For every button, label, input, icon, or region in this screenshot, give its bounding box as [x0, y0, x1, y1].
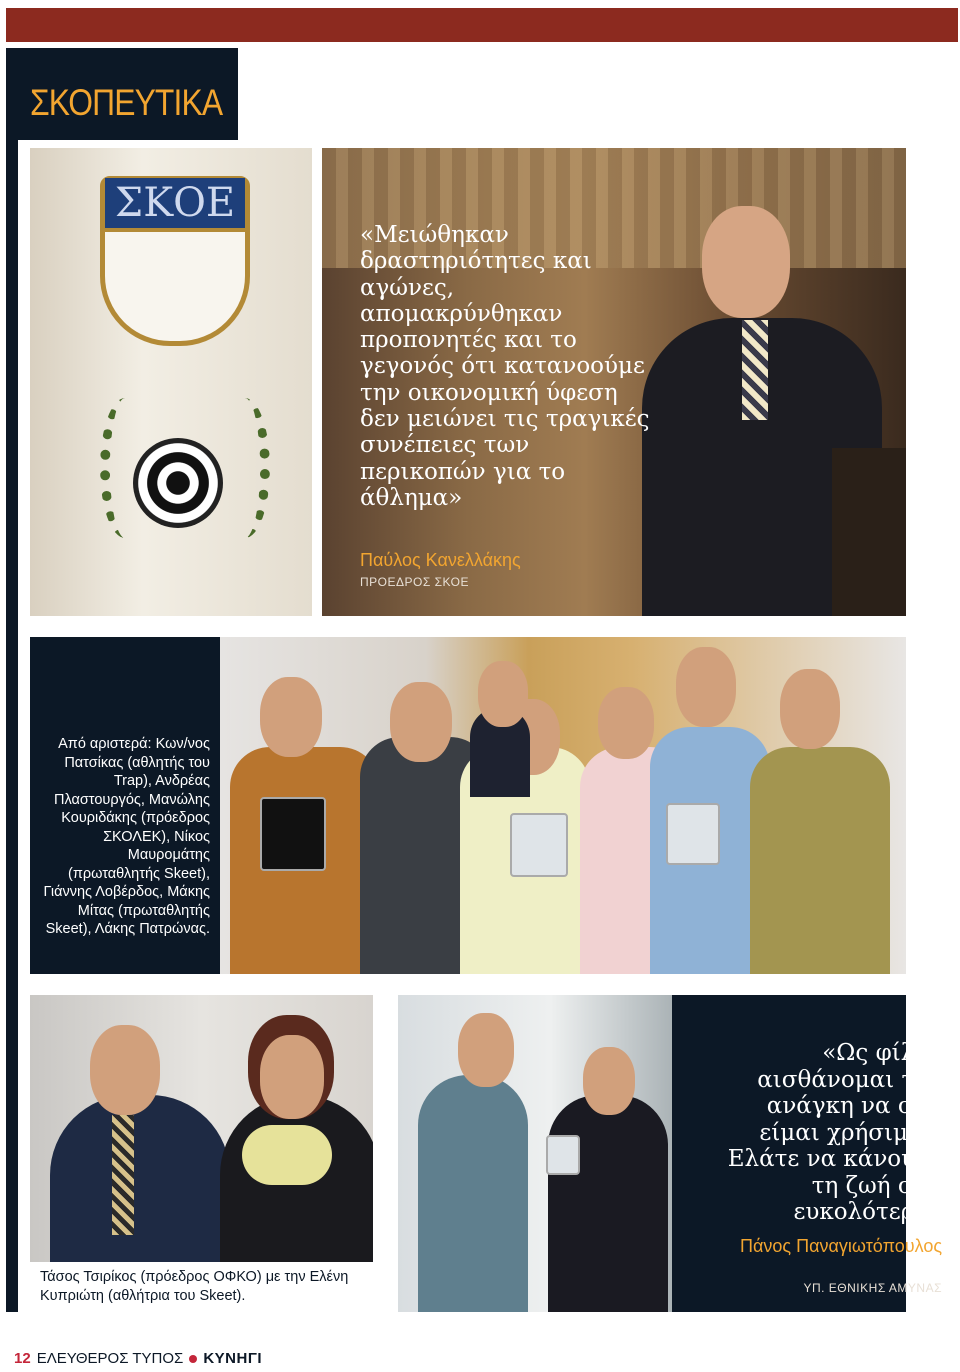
man-tie: [112, 1115, 134, 1235]
athlete-figure: [418, 1075, 528, 1312]
left-accent-bar: [6, 140, 18, 1312]
podium: [832, 448, 906, 616]
photo-flag: [30, 148, 312, 616]
award-plaque: [546, 1135, 580, 1175]
target-icon: [133, 438, 223, 528]
athlete-head: [458, 1013, 514, 1087]
woman-head: [260, 1035, 324, 1119]
award-plaque: [260, 797, 326, 871]
couple-photo-caption: Τάσος Τσιρίκος (πρόεδρος ΟΦΚΟ) με την Ελένη Κυπριώτη (αθλήτρια του Skeet).: [40, 1269, 349, 1304]
quote-top-role: ΠΡΟΕΔΡΟΣ ΣΚΟΕ: [360, 575, 470, 589]
group-photo-caption: Από αριστερά: Κων/νος Πατσίκας (αθλητής του Trap), Ανδρέας Πλαστουργός, Μανώλης Κουριδάκης (πρόεδρος ΣΚΟΛΕΚ), Νίκος Μαυρομάτης (πρωταθλητής Skeet), Γιάννης Λοβέρδος, Μάκης Μίτας (πρωταθλητής Skeet), Λάκης Πατρώνας.: [43, 736, 210, 937]
group-caption-box: [30, 637, 220, 974]
quote-bottom-role: ΥΠ. ΕΘΝΙΚΗΣ ΑΜΥΝΑΣ: [803, 1281, 942, 1295]
award-plaque: [510, 813, 568, 877]
supplement-name: ΚΥΝΗΓΙ: [203, 1350, 263, 1367]
yellow-scarf: [242, 1125, 332, 1185]
quote-top-speaker: Παύλος Κανελλάκης: [360, 550, 521, 570]
group-person-head: [260, 677, 322, 757]
minister-head: [583, 1047, 635, 1115]
page-footer: [14, 1350, 262, 1367]
quote-bottom-speaker: Πάνος Παναγιωτόπουλος: [740, 1236, 942, 1256]
pull-quote-bottom: «Ως φίλος αισθάνομαι την ανάγκη να σας είμαι χρήσιμος. Ελάτε να κάνουμε τη ζωή σας ευκολότερη»: [727, 1040, 942, 1225]
group-person-head: [676, 647, 736, 727]
minister-figure: [548, 1095, 668, 1312]
group-person-head: [780, 669, 840, 749]
speaker-tie: [742, 320, 768, 420]
section-title: ΣΚΟΠΕΥΤΙΚΑ: [30, 82, 223, 123]
award-plaque: [666, 803, 720, 865]
group-person: [750, 747, 890, 974]
pull-quote-top: «Μειώθηκαν δραστηριότητες και αγώνες, απομακρύνθηκαν προπονητές και το γεγονός ότι κατανοούμε την οικονομική ύφεση δεν μειώνει τις τραγικές συνέπειες των περικοπών για το άθλημα»: [360, 222, 650, 511]
publication-name: ΕΛΕΥΘΕΡΟΣ ΤΥΠΟΣ: [36, 1350, 184, 1367]
flag-banner: ΣΚΟΕ: [105, 178, 245, 232]
group-person-head: [598, 687, 654, 759]
page-number: 12: [14, 1350, 31, 1367]
man-head: [90, 1025, 160, 1115]
red-dot-icon: [189, 1355, 197, 1363]
laurel-right-icon: [220, 398, 270, 538]
group-person-head: [478, 661, 528, 727]
top-color-bar: [6, 8, 958, 42]
group-person-head: [390, 682, 452, 762]
photo-group: [220, 637, 906, 974]
speaker-head: [702, 206, 790, 318]
